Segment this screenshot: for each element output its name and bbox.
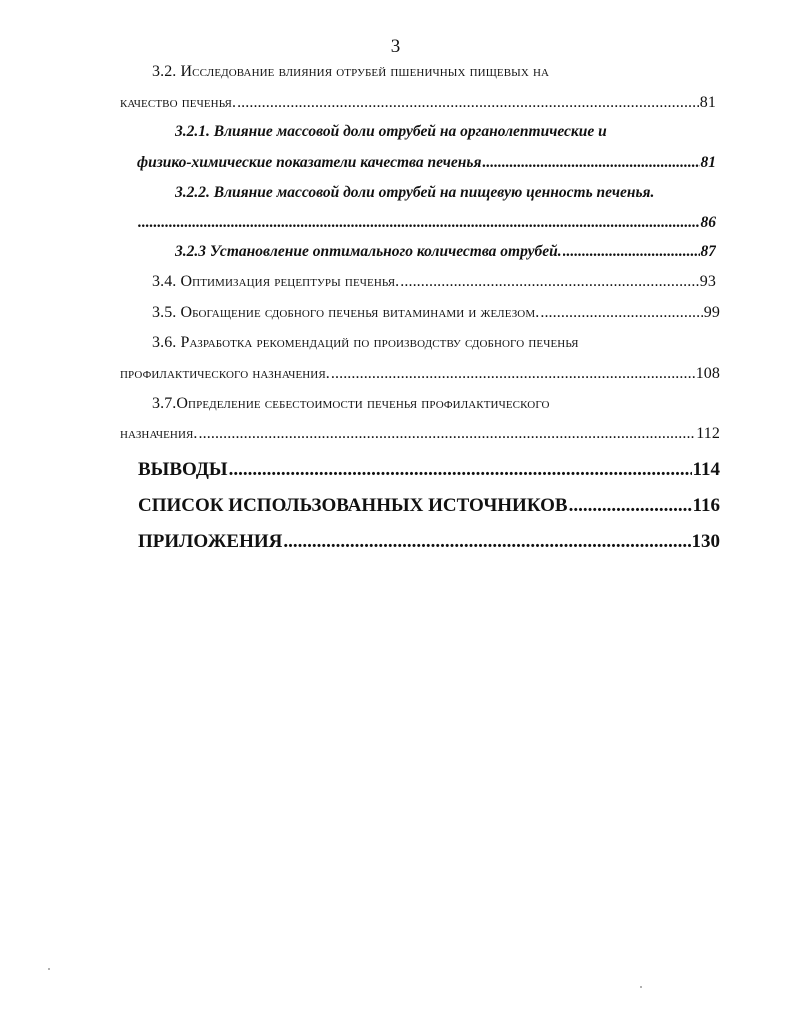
toc-entry-3-2-1-line2	[137, 153, 716, 173]
toc-page-number: 87	[700, 243, 716, 260]
toc-entry-3-2-3	[175, 242, 716, 262]
scan-speck	[640, 986, 642, 988]
toc-entry-3-4	[152, 272, 716, 292]
toc-entry-title: физико-химические показатели качества печенья	[137, 154, 482, 171]
toc-entry-title: 3.5. Обогащение сдобного печенья витаминами и железом.	[152, 304, 540, 321]
toc-entry-references	[138, 494, 720, 518]
toc-page-number: 116	[692, 495, 720, 516]
page-number: 3	[390, 36, 401, 57]
toc-entry-title: 3.4. Оптимизация рецептуры печенья.	[152, 273, 400, 290]
leader-dots	[569, 494, 692, 518]
toc-entry-title: 3.2.1. Влияние массовой доли отрубей на органолептические и	[175, 123, 607, 140]
toc-page-number: 81	[700, 154, 716, 171]
toc-entry-title: назначения.	[120, 425, 198, 442]
toc-entry-appendices	[138, 530, 720, 554]
toc-page-number: 99	[703, 304, 720, 321]
leader-dots	[400, 272, 699, 292]
toc-entry-title: 3.2. Исследование влияния отрубей пшеничных пищевых на	[152, 63, 550, 80]
toc-entry-3-6-line2	[120, 364, 720, 384]
leader-dots	[199, 424, 696, 444]
toc-entry-title: СПИСОК ИСПОЛЬЗОВАННЫХ ИСТОЧНИКОВ	[138, 495, 568, 516]
toc-page-number: 108	[695, 365, 720, 382]
toc-entry-title: качество печенья.	[120, 94, 237, 111]
toc-entry-title: 3.6. Разработка рекомендаций по производству сдобного печенья	[152, 334, 579, 351]
toc-entry-title: профилактического назначения.	[120, 365, 330, 382]
toc-entry-3-7-line2	[120, 424, 720, 444]
toc-entry-3-6-line1	[152, 333, 722, 353]
toc-page-number: 112	[696, 425, 720, 442]
toc-entry-3-2-1-line1	[175, 122, 695, 142]
leader-dots	[563, 242, 700, 262]
leader-dots	[138, 213, 700, 233]
toc-entry-3-2-2-line2	[137, 213, 716, 233]
toc-entry-conclusions	[138, 458, 720, 482]
toc-entry-title: ВЫВОДЫ	[138, 459, 228, 480]
toc-entry-3-7-line1	[152, 394, 692, 414]
toc-page-number: 86	[700, 214, 716, 231]
toc-page-number: 81	[699, 94, 716, 111]
leader-dots	[283, 530, 690, 554]
toc-entry-title: 3.7.Определение себестоимости печенья профилактического	[152, 395, 550, 412]
toc-page-number: 130	[691, 531, 720, 552]
leader-dots	[540, 303, 702, 323]
toc-entry-title: ПРИЛОЖЕНИЯ	[138, 531, 283, 552]
toc-entry-3-2-line1	[152, 62, 712, 82]
toc-page-number: 114	[692, 459, 720, 480]
toc-entry-3-2-line2	[120, 93, 716, 113]
leader-dots	[331, 364, 695, 384]
leader-dots	[482, 153, 699, 173]
leader-dots	[229, 458, 692, 482]
leader-dots	[237, 93, 699, 113]
scan-speck	[48, 968, 50, 970]
toc-entry-3-5	[152, 303, 720, 323]
toc-page-number: 93	[699, 273, 716, 290]
toc-entry-title: 3.2.2. Влияние массовой доли отрубей на пищевую ценность печенья.	[175, 184, 655, 201]
toc-entry-title: 3.2.3 Установление оптимального количества отрубей.	[175, 243, 562, 260]
toc-entry-3-2-2-line1	[175, 183, 720, 203]
